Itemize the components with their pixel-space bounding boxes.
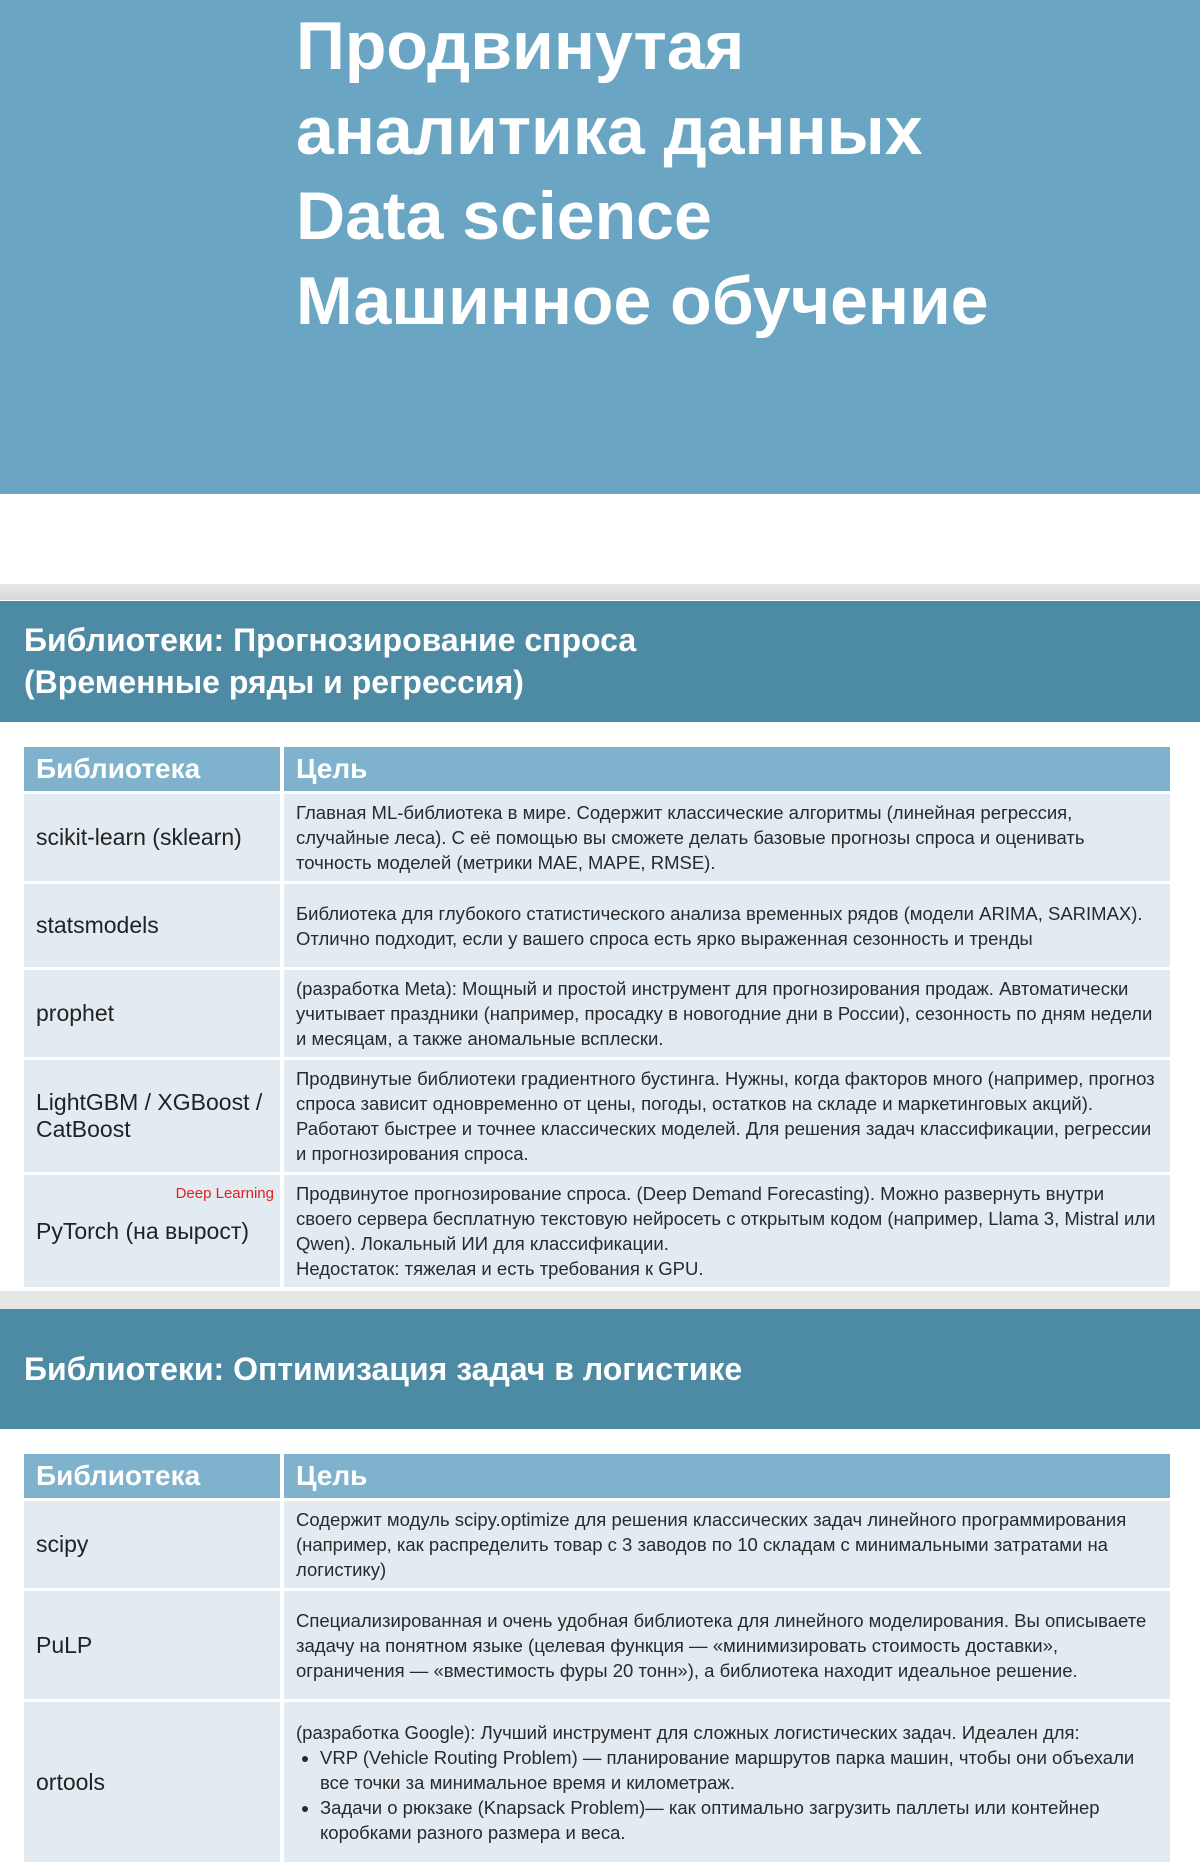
list-item: • Задачи о рюкзаке (Knapsack Problem)— как оптимально загрузить паллеты или контейнер коробками разного размера и веса. [320, 1795, 1158, 1845]
library-name-cell [24, 1175, 284, 1287]
section-title-line-2: (Временные ряды и регрессия) [24, 664, 524, 700]
table-row [24, 1175, 1170, 1287]
slide-separator [0, 1291, 1200, 1309]
library-name: scipy [24, 1501, 284, 1588]
library-name: ortools [24, 1702, 284, 1862]
table-row [24, 794, 1170, 881]
title-line-1: Продвинутая [296, 8, 745, 84]
table-row [24, 1702, 1170, 1862]
library-description-cell [284, 1702, 1170, 1862]
section-title-line-1: Библиотеки: Прогнозирование спроса [24, 622, 637, 658]
column-header-library: Библиотека [24, 747, 284, 791]
slide-separator [0, 584, 1200, 600]
library-drawback: Недостаток: тяжелая и есть требования к GPU. [296, 1258, 704, 1279]
library-name: PyTorch (на вырост) [36, 1217, 250, 1244]
table-row [24, 1501, 1170, 1588]
library-description: Специализированная и очень удобная библиотека для линейного моделирования. Вы описываете задачу на понятном языке (целевая функция — «минимизировать стоимость доставки», ограничения — «вместимость фуры 20 тонн»), а библиотека находит идеальное решение. [284, 1591, 1170, 1699]
library-description: Библиотека для глубокого статистического анализа временных рядов (модели ARIMA, SARIMAX). Отлично подходит, если у вашего спроса есть ярко выраженная сезонность и тренды [284, 884, 1170, 967]
table-row [24, 884, 1170, 967]
library-name: LightGBM / XGBoost / CatBoost [24, 1060, 284, 1172]
title-banner [0, 0, 1200, 494]
column-header-library: Библиотека [24, 1454, 284, 1498]
table-header-row [24, 1454, 1170, 1498]
library-description: (разработка Meta): Мощный и простой инструмент для прогнозирования продаж. Автоматически учитывает праздники (например, просадку в новогодние дни в России), сезонность по дням недели и месяцам, а также аномальные всплески. [284, 970, 1170, 1057]
library-description: Содержит модуль scipy.optimize для решения классических задач линейного программирования (например, как распределить товар с 3 заводов по 10 складам с минимальными затратами на логистику) [284, 1501, 1170, 1588]
column-header-purpose: Цель [284, 1454, 1170, 1498]
table-row [24, 1060, 1170, 1172]
table-header-row [24, 747, 1170, 791]
title-line-3: Data science [296, 178, 712, 254]
library-name: PuLP [24, 1591, 284, 1699]
section-header-demand-forecasting [0, 601, 1200, 722]
library-name: scikit-learn (sklearn) [24, 794, 284, 881]
library-description: Продвинутые библиотеки градиентного бустинга. Нужны, когда факторов много (например, прогноз спроса зависит одновременно от цены, погоды, остатков на складе и маркетинговых акций). Работают быстрее и точнее классических моделей. Для решения задач классификации, регрессии и прогнозирования спроса. [284, 1060, 1170, 1172]
slide-gap [0, 494, 1200, 584]
list-item: • VRP (Vehicle Routing Problem) — планирование маршрутов парка машин, чтобы они объехали все точки за минимальное время и километраж. [320, 1745, 1158, 1795]
library-name: statsmodels [24, 884, 284, 967]
table-row [24, 970, 1170, 1057]
title-line-2: аналитика данных [296, 93, 923, 169]
page-title [296, 4, 989, 344]
library-description: Продвинутое прогнозирование спроса. (Deep Demand Forecasting). Можно развернуть внутри своего сервера бесплатную текстовую нейросеть с открытым кодом (например, Llama 3, Mistral или Qwen). Локальный ИИ для классификации. [296, 1183, 1156, 1254]
column-header-purpose: Цель [284, 747, 1170, 791]
library-name: prophet [24, 970, 284, 1057]
library-description: (разработка Google): Лучший инструмент для сложных логистических задач. Идеален для: [296, 1721, 1080, 1743]
section-header-logistics-optimization [0, 1309, 1200, 1429]
title-line-4: Машинное обучение [296, 263, 989, 339]
feature-list [296, 1745, 1158, 1845]
deep-learning-badge: Deep Learning [175, 1185, 274, 1202]
table-row [24, 1591, 1170, 1699]
logistics-libraries-table [24, 1451, 1170, 1865]
library-description-cell [284, 1175, 1170, 1287]
library-description: Главная ML-библиотека в мире. Содержит классические алгоритмы (линейная регрессия, случайные леса). С её помощью вы сможете делать базовые прогнозы спроса и оценивать точность моделей (метрики MAE, MAPE, RMSE). [284, 794, 1170, 881]
section-title: Библиотеки: Оптимизация задач в логистике [24, 1351, 743, 1387]
forecasting-libraries-table [24, 744, 1170, 1290]
